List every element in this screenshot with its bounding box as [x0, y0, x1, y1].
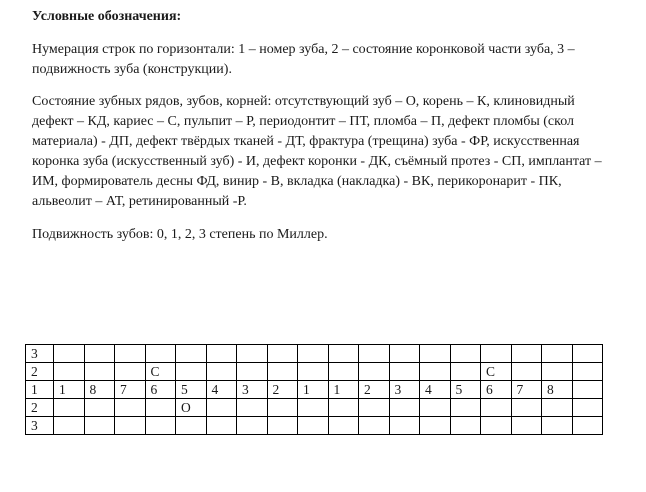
row-label: 2	[26, 363, 54, 381]
row-label: 3	[26, 345, 54, 363]
chart-cell: 1	[54, 381, 85, 399]
chart-cell	[176, 363, 207, 381]
chart-cell	[481, 417, 512, 435]
chart-cell	[420, 417, 451, 435]
chart-cell	[511, 417, 542, 435]
chart-cell	[542, 417, 573, 435]
legend-title: Условные обозначения:	[32, 9, 182, 24]
chart-cell	[115, 399, 146, 417]
chart-cell	[237, 363, 268, 381]
chart-cell	[145, 399, 176, 417]
chart-cell	[298, 345, 329, 363]
chart-cell	[420, 363, 451, 381]
chart-cell	[237, 417, 268, 435]
legend-block	[32, 7, 612, 245]
chart-cell	[389, 345, 420, 363]
chart-cell	[298, 363, 329, 381]
chart-cell	[176, 417, 207, 435]
chart-cell	[542, 399, 573, 417]
chart-cell	[389, 417, 420, 435]
chart-cell: 5	[176, 381, 207, 399]
chart-cell: 8	[84, 381, 115, 399]
chart-cell: 2	[267, 381, 298, 399]
chart-cell	[145, 417, 176, 435]
chart-cell: 2	[359, 381, 390, 399]
chart-cell	[450, 363, 481, 381]
chart-cell: 4	[420, 381, 451, 399]
chart-cell	[54, 363, 85, 381]
chart-cell: 8	[542, 381, 573, 399]
chart-cell: 1	[298, 381, 329, 399]
chart-row	[26, 417, 603, 435]
chart-cell	[328, 345, 359, 363]
chart-cell	[328, 417, 359, 435]
chart-cell	[542, 363, 573, 381]
chart-cell	[237, 399, 268, 417]
mobility-text: Подвижность зубов: 0, 1, 2, 3 степень по Миллер.	[32, 227, 328, 242]
chart-cell: 6	[145, 381, 176, 399]
chart-cell	[84, 399, 115, 417]
chart-cell: 4	[206, 381, 237, 399]
row-label: 1	[26, 381, 54, 399]
chart-row	[26, 345, 603, 363]
row-label: 2	[26, 399, 54, 417]
chart-cell	[511, 399, 542, 417]
dental-chart-table	[25, 344, 603, 435]
chart-cell	[450, 399, 481, 417]
chart-cell	[481, 399, 512, 417]
chart-cell	[572, 417, 603, 435]
chart-row	[26, 381, 603, 399]
chart-cell	[115, 363, 146, 381]
chart-cell	[572, 363, 603, 381]
chart-cell	[298, 417, 329, 435]
chart-cell	[54, 399, 85, 417]
chart-cell: 7	[511, 381, 542, 399]
chart-cell	[389, 399, 420, 417]
chart-cell	[328, 363, 359, 381]
chart-cell	[389, 363, 420, 381]
chart-cell	[359, 399, 390, 417]
chart-cell: 5	[450, 381, 481, 399]
chart-cell	[572, 381, 603, 399]
chart-cell	[267, 417, 298, 435]
chart-row	[26, 399, 603, 417]
chart-cell	[359, 345, 390, 363]
chart-cell	[267, 363, 298, 381]
chart-cell	[145, 345, 176, 363]
chart-cell	[420, 345, 451, 363]
chart-cell	[84, 417, 115, 435]
chart-cell	[359, 417, 390, 435]
chart-cell	[54, 417, 85, 435]
chart-cell: С	[145, 363, 176, 381]
chart-cell	[176, 345, 207, 363]
chart-cell	[328, 399, 359, 417]
chart-cell: О	[176, 399, 207, 417]
chart-cell	[237, 345, 268, 363]
chart-cell: 6	[481, 381, 512, 399]
chart-cell	[542, 345, 573, 363]
chart-row	[26, 363, 603, 381]
conditions-text: Состояние зубных рядов, зубов, корней: отсутствующий зуб – О, корень – К, клиновидный дефект – КД, кариес – С, пульпит – Р, периодонтит – ПТ, пломба – П, дефект пломбы (скол материала) - ДП, дефект твёрдых тканей - ДТ, фрактура (трещина) зуба - ФР, искусственная коронка зуба (искусственный зуб) - И, дефект коронки - ДК, съёмный протез - СП, имплантат – ИМ, формирователь десны ФД, винир - В, вкладка (накладка) - ВК, перикоронарит - ПК, альвеолит – АТ, ретинированный -Р.	[32, 94, 602, 209]
row-label: 3	[26, 417, 54, 435]
chart-cell: 3	[389, 381, 420, 399]
chart-cell	[267, 345, 298, 363]
chart-cell	[450, 345, 481, 363]
chart-cell	[84, 363, 115, 381]
chart-cell: 1	[328, 381, 359, 399]
chart-cell	[206, 345, 237, 363]
chart-cell	[359, 363, 390, 381]
chart-cell	[572, 399, 603, 417]
row-numbering-text: Нумерация строк по горизонтали: 1 – номер зуба, 2 – состояние коронковой части зуба, 3 – подвижность зуба (конструкции).	[32, 42, 575, 77]
chart-cell: 3	[237, 381, 268, 399]
chart-cell	[420, 399, 451, 417]
chart-cell: 7	[115, 381, 146, 399]
chart-cell	[206, 363, 237, 381]
chart-cell: С	[481, 363, 512, 381]
chart-cell	[115, 345, 146, 363]
chart-cell	[572, 345, 603, 363]
chart-cell	[206, 399, 237, 417]
chart-cell	[511, 345, 542, 363]
chart-cell	[115, 417, 146, 435]
chart-cell	[267, 399, 298, 417]
chart-cell	[84, 345, 115, 363]
chart-cell	[206, 417, 237, 435]
chart-cell	[298, 399, 329, 417]
chart-cell	[54, 345, 85, 363]
chart-cell	[481, 345, 512, 363]
chart-cell	[450, 417, 481, 435]
chart-cell	[511, 363, 542, 381]
